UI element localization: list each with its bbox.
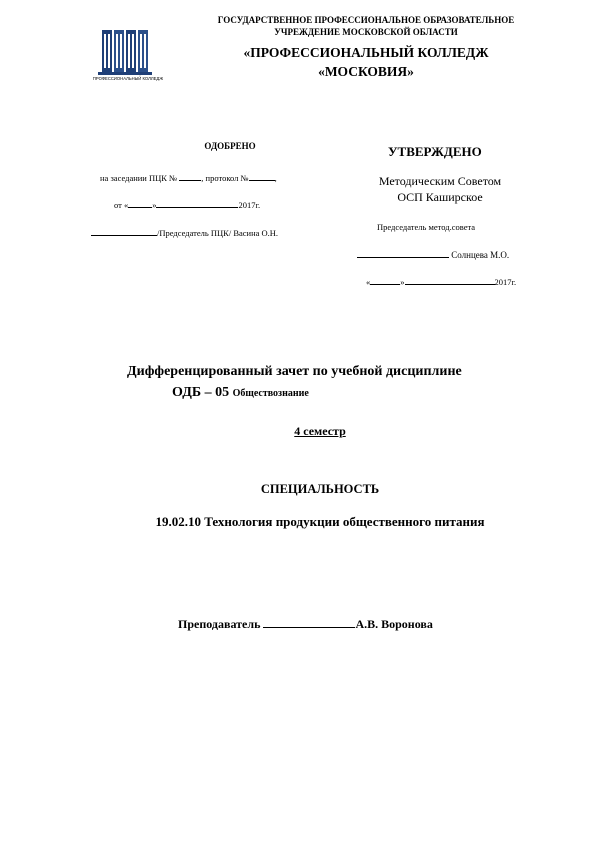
confirmed-signature-blank	[357, 249, 449, 258]
teacher-signature-blank	[263, 617, 355, 628]
subject-code: ОДБ – 05	[172, 385, 230, 400]
org-name-line2: УЧРЕЖДЕНИЕ МОСКОВСКОЙ ОБЛАСТИ	[274, 27, 458, 37]
confirmed-day-blank	[370, 276, 400, 285]
approved-date-mid: »	[152, 200, 157, 210]
confirmed-body-line2: ОСП Каширское	[397, 190, 483, 204]
chair-signature-blank	[91, 227, 157, 236]
approved-date-prefix: от «	[114, 200, 129, 210]
approved-date-line	[114, 199, 260, 211]
approved-title: ОДОБРЕНО	[204, 141, 256, 151]
exam-title: Дифференцированный зачет по учебной дисциплине	[127, 364, 462, 379]
confirmed-sign-line	[357, 249, 509, 261]
approved-meeting-line: на заседании ПЦК № , протокол № ,	[100, 173, 277, 183]
specialty-heading: СПЕЦИАЛЬНОСТЬ	[260, 482, 380, 496]
meeting-prefix: на заседании ПЦК №	[100, 173, 178, 183]
teacher-label: Преподаватель	[178, 617, 261, 631]
confirmed-date-suffix: 2017г.	[494, 277, 517, 287]
approved-month-blank	[156, 199, 238, 208]
confirmed-body-line1: Методическим Советом	[378, 174, 502, 188]
approved-date-suffix: 2017г.	[238, 200, 261, 210]
college-logo	[88, 28, 168, 86]
org-name-line1: ГОСУДАРСТВЕННОЕ ПРОФЕССИОНАЛЬНОЕ ОБРАЗОВАТЕЛЬНОЕ	[217, 15, 515, 25]
protocol-label: , протокол №	[201, 173, 249, 183]
teacher-name: А.В. Воронова	[355, 617, 433, 631]
approved-chair-line	[91, 227, 278, 239]
logo-caption: ПРОФЕССИОНАЛЬНЫЙ КОЛЛЕДЖ	[92, 76, 164, 81]
chair-label: /Председатель ПЦК/ Васина О.Н.	[157, 228, 279, 238]
meeting-number-blank	[179, 172, 201, 181]
subject-line	[172, 384, 309, 402]
confirmed-date-mid: »	[400, 277, 405, 287]
approved-day-blank	[128, 199, 152, 208]
college-name-line1: «ПРОФЕССИОНАЛЬНЫЙ КОЛЛЕДЖ	[243, 45, 489, 60]
subject-name: Обществознание	[232, 388, 309, 399]
college-name-line2: «МОСКОВИЯ»	[318, 64, 414, 79]
confirmed-signer: Солнцева М.О.	[451, 250, 510, 260]
specialty-name: 19.02.10 Технология продукции общественного питания	[155, 514, 485, 529]
confirmed-month-blank	[405, 276, 495, 285]
confirmed-date-line	[366, 276, 516, 288]
confirmed-role: Председатель метод.совета	[377, 222, 476, 232]
semester: 4 семестр	[294, 424, 346, 438]
confirmed-date-prefix: «	[366, 277, 371, 287]
confirmed-title: УТВЕРЖДЕНО	[388, 144, 482, 159]
protocol-number-blank	[249, 172, 275, 181]
teacher-line	[178, 617, 433, 632]
